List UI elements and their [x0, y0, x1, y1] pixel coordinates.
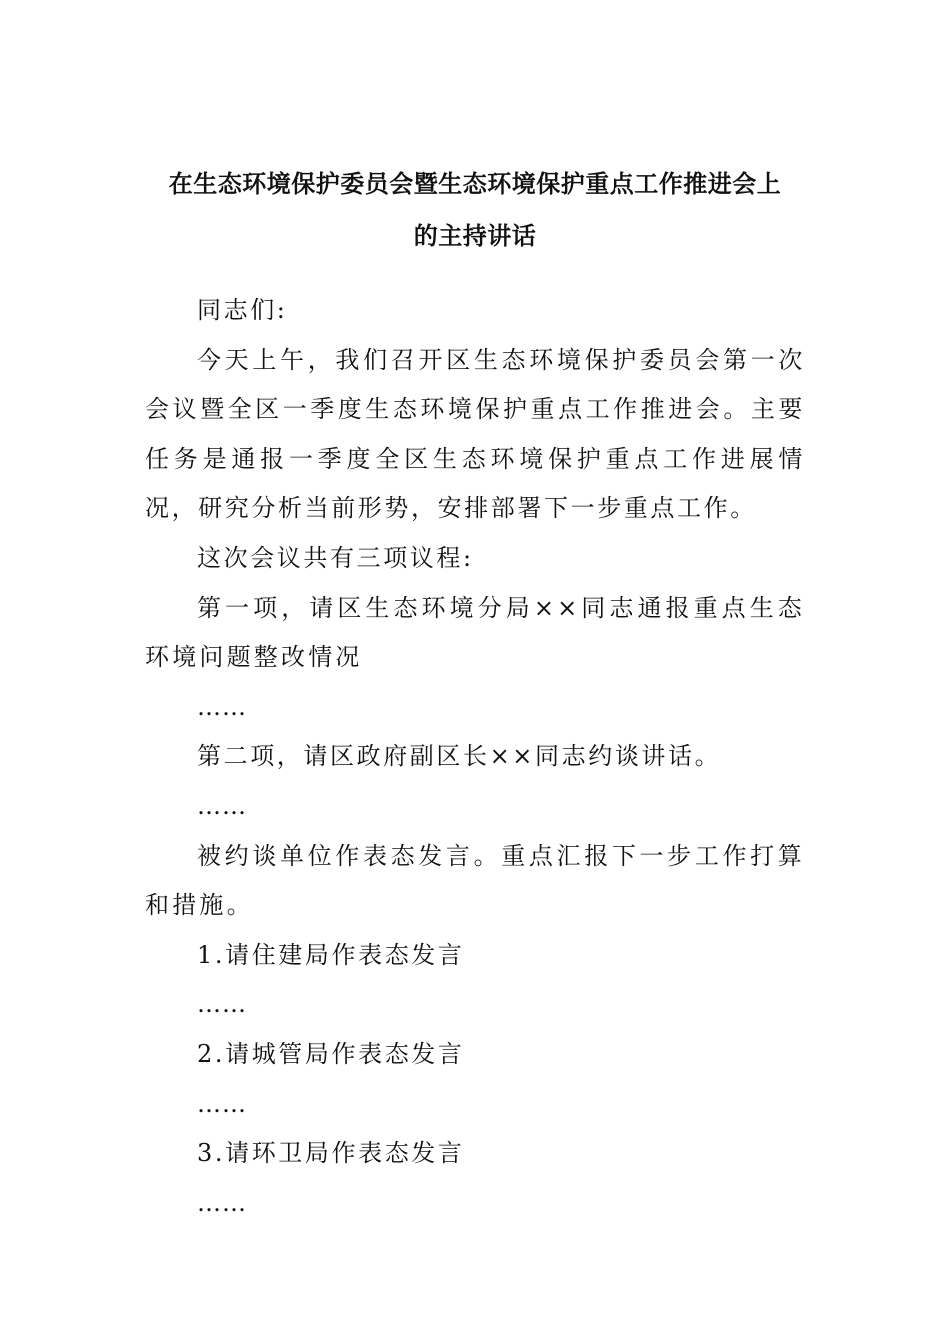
paragraph-intro: 今天上午，我们召开区生态环境保护委员会第一次会议暨全区一季度生态环境保护重点工作推进会。主要任务是通报一季度全区生态环境保护重点工作进展情况，研究分析当前形势，安排部署下一步重点工作。	[145, 345, 805, 523]
document-body	[145, 286, 805, 1228]
title-line-2: 的主持讲话	[413, 222, 537, 250]
agenda-item-3: 被约谈单位作表态发言。重点汇报下一步工作打算和措施。	[145, 841, 805, 920]
statement-item-1: 1.请住建局作表态发言	[197, 940, 465, 969]
ellipsis-4: ……	[197, 1089, 247, 1118]
title-line-1: 在生态环境保护委员会暨生态环境保护重点工作推进会上	[168, 170, 782, 198]
agenda-item-1: 第一项，请区生态环境分局××同志通报重点生态环境问题整改情况	[145, 593, 805, 672]
salutation: 同志们:	[197, 296, 288, 324]
statement-item-2: 2.请城管局作表态发言	[197, 1039, 465, 1068]
document-title	[145, 158, 805, 262]
ellipsis-1: ……	[197, 692, 247, 721]
ellipsis-3: ……	[197, 990, 247, 1019]
ellipsis-2: ……	[197, 791, 247, 820]
agenda-item-2: 第二项，请区政府副区长××同志约谈讲话。	[197, 742, 722, 771]
paragraph-agenda-intro: 这次会议共有三项议程:	[197, 543, 474, 572]
statement-item-3: 3.请环卫局作表态发言	[197, 1139, 465, 1168]
ellipsis-5: ……	[197, 1188, 247, 1217]
